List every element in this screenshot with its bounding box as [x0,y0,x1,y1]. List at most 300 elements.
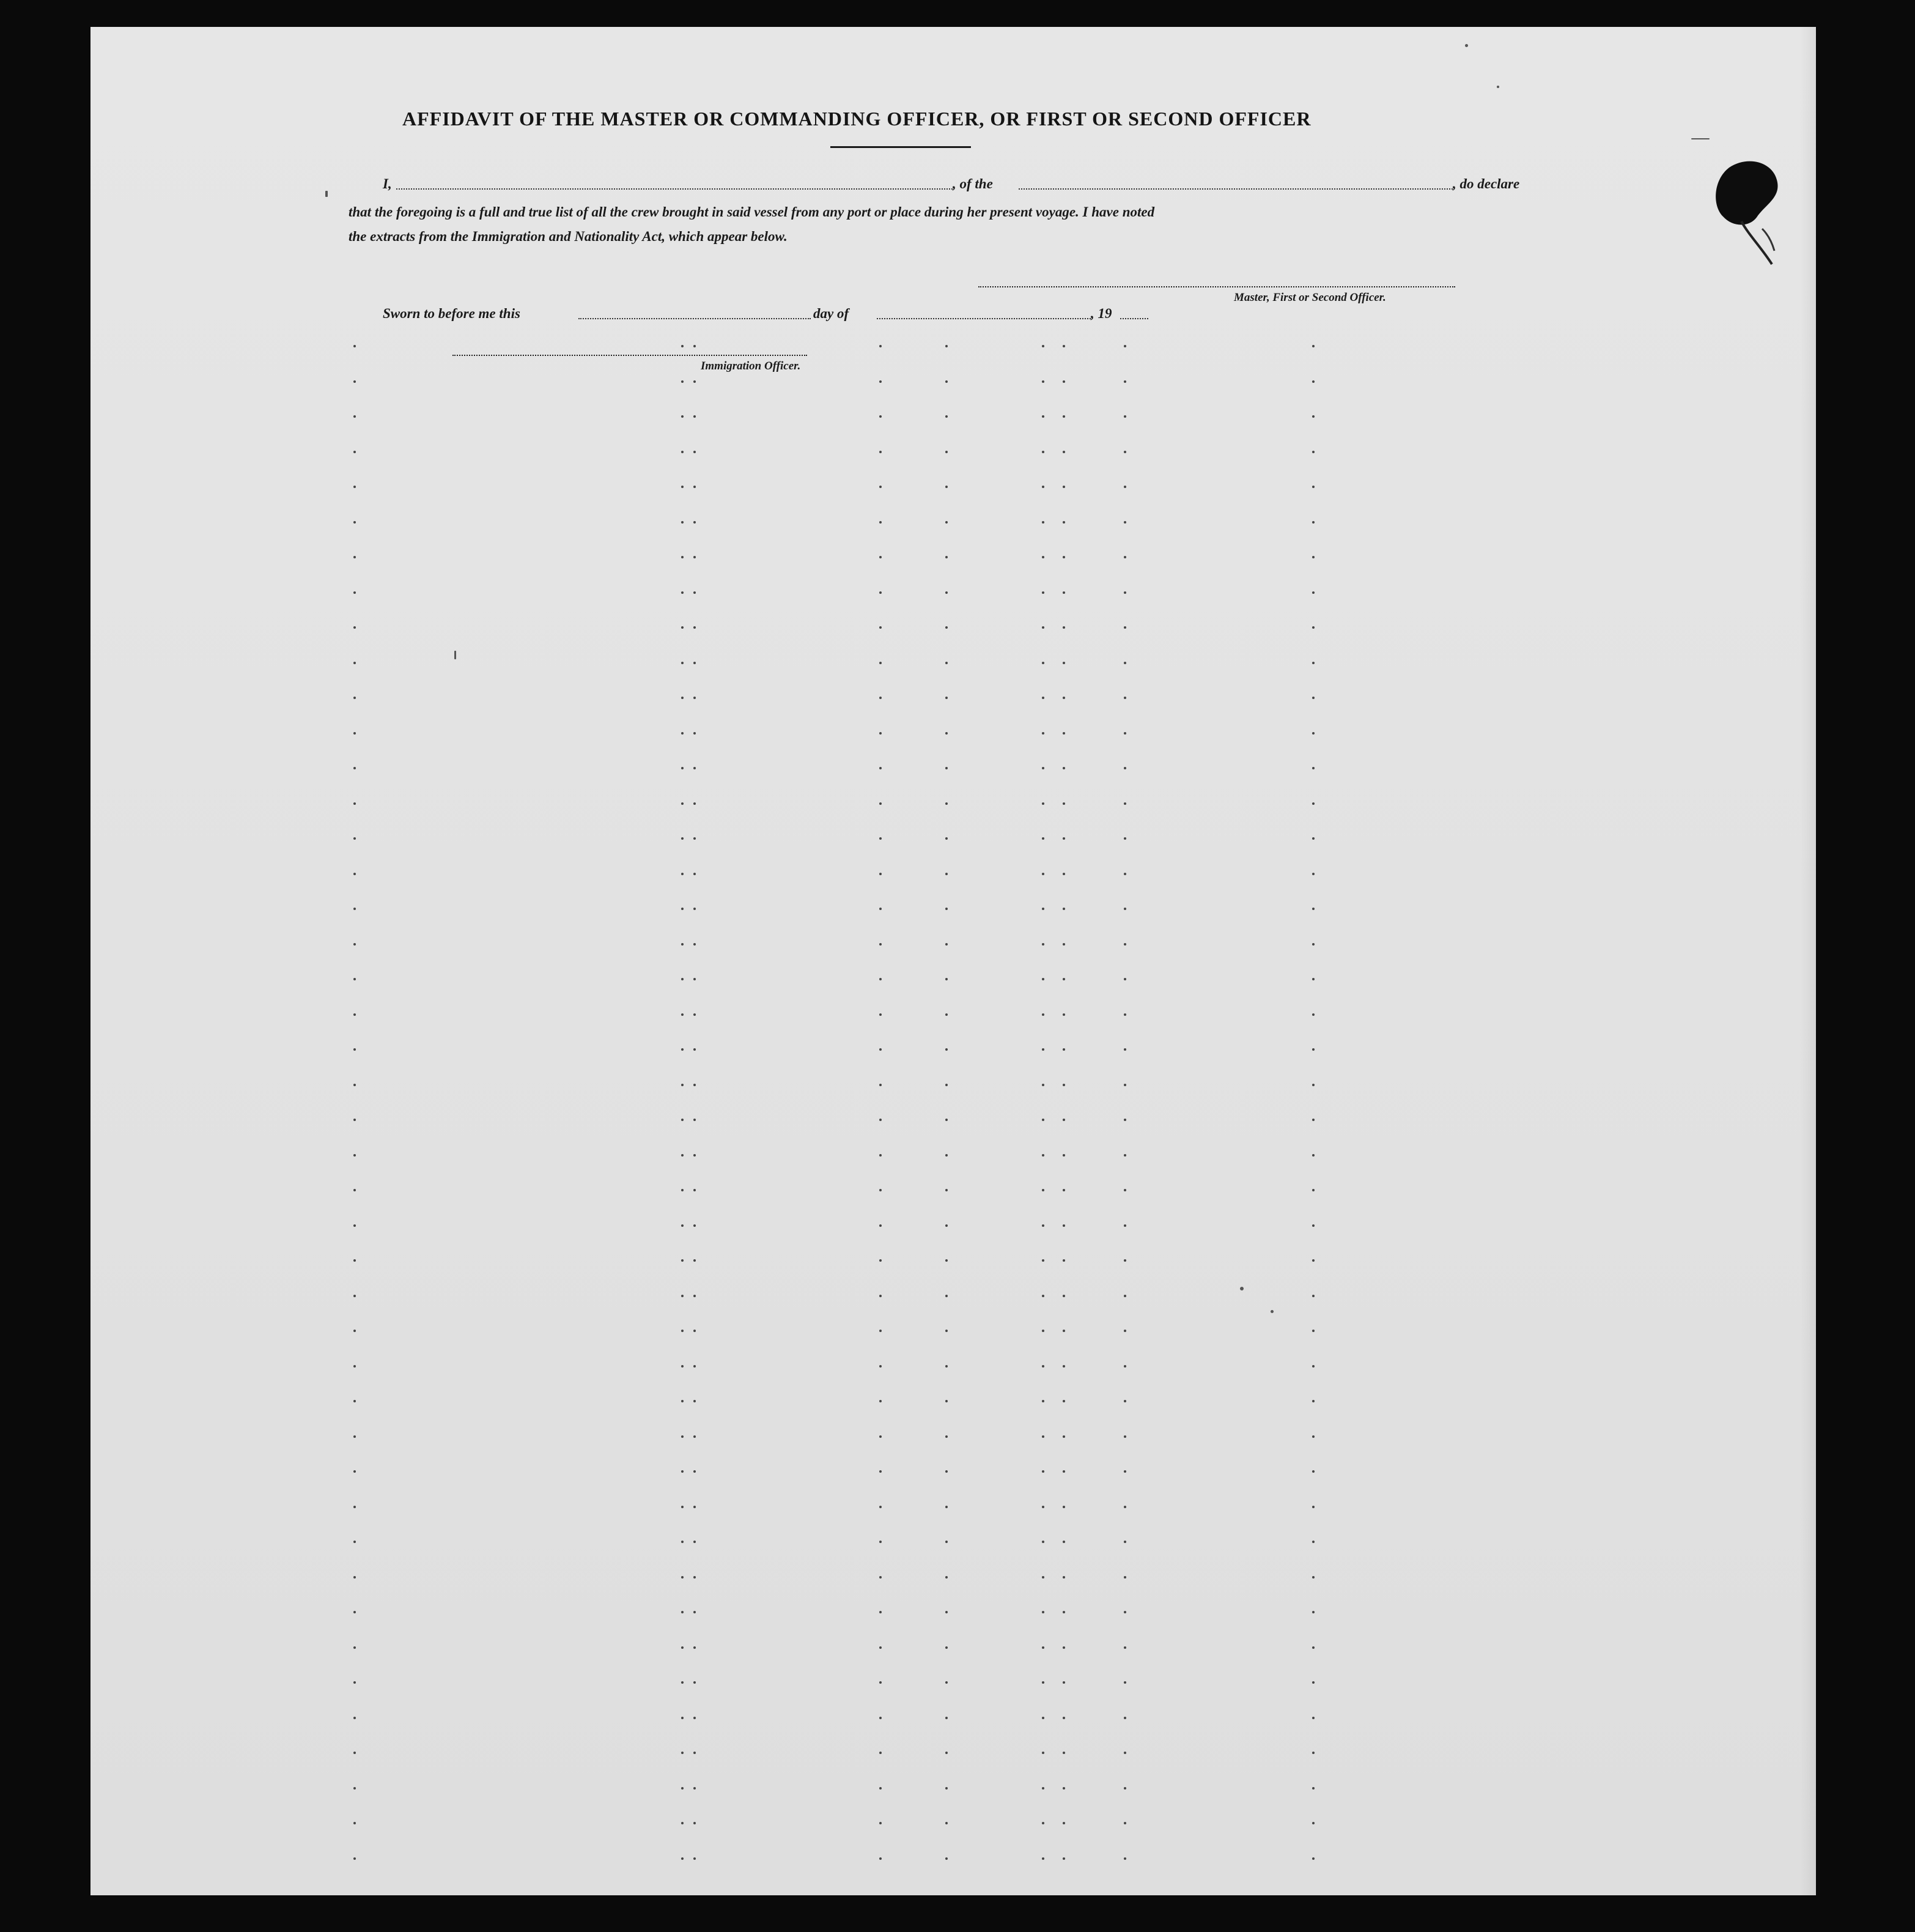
guide-dot [1063,591,1065,594]
guide-dot [1042,1330,1044,1332]
guide-dot [693,802,696,805]
guide-dot [1312,1576,1315,1579]
guide-dot [1063,1541,1065,1543]
guide-dot [1312,943,1315,946]
guide-dot [1124,767,1126,769]
guide-dot [681,626,684,629]
sworn-day-of: day of [813,306,849,321]
guide-dot [879,1013,882,1016]
guide-dot [1124,1400,1126,1402]
guide-dot [353,662,356,664]
guide-dot [945,451,948,453]
guide-dot [879,1295,882,1297]
guide-dot [353,837,356,840]
guide-dot [1063,1857,1065,1860]
guide-dot [353,556,356,558]
guide-dot [1063,1822,1065,1824]
guide-dot [879,415,882,418]
guide-dot [1312,1435,1315,1438]
guide-dot [879,556,882,558]
guide-dot [1042,943,1044,946]
guide-dot [1124,732,1126,735]
guide-dot [1124,345,1126,347]
guide-dot [681,1576,684,1579]
guide-dot [1063,1717,1065,1719]
guide-dot [945,802,948,805]
guide-dot [353,732,356,735]
guide-dot [681,1154,684,1157]
declaration-text-line-2: that the foregoing is a full and true list of all the crew brought in said vessel from any port or place during her present voyage. I have noted [349,204,1155,220]
guide-dot [1042,767,1044,769]
guide-dot [1042,697,1044,699]
guide-dot [1312,1717,1315,1719]
guide-dot [879,1857,882,1860]
guide-dot [945,697,948,699]
guide-dot [1124,1470,1126,1473]
guide-dot [1042,521,1044,524]
guide-dot [1063,697,1065,699]
guide-dot [681,1681,684,1684]
guide-dot [353,521,356,524]
guide-dot [1042,1013,1044,1016]
guide-dot [681,802,684,805]
guide-dot [1312,626,1315,629]
guide-dot [1063,662,1065,664]
guide-dot [353,1435,356,1438]
guide-dot [681,662,684,664]
guide-dot [681,415,684,418]
guide-dot [1042,1470,1044,1473]
guide-dot [681,1717,684,1719]
guide-dot [353,345,356,347]
guide-dot [681,345,684,347]
guide-dot [945,380,948,383]
guide-dot [353,1681,356,1684]
guide-dot [1042,1259,1044,1262]
guide-dot [353,380,356,383]
guide-dot [1042,1119,1044,1121]
guide-dot [945,1787,948,1790]
guide-dot [693,1787,696,1790]
guide-dot [1124,697,1126,699]
guide-dot [693,1154,696,1157]
guide-dot [1124,486,1126,488]
guide-dot [693,873,696,875]
guide-dot [1042,1717,1044,1719]
guide-dot [1124,1330,1126,1332]
guide-dot [1063,1435,1065,1438]
officer-name-field[interactable] [396,188,953,190]
guide-dot [353,1330,356,1332]
guide-dot [693,1084,696,1086]
guide-dot [1063,556,1065,558]
guide-dot [681,486,684,488]
guide-dot [1312,1259,1315,1262]
guide-dot [945,1646,948,1649]
guide-dot [1063,1646,1065,1649]
guide-dot [945,521,948,524]
guide-dot [945,1189,948,1191]
guide-dot [879,802,882,805]
guide-dot [879,1646,882,1649]
guide-dot [879,732,882,735]
immigration-officer-signature-field[interactable] [452,355,807,356]
guide-dot [353,1822,356,1824]
guide-dot [1042,873,1044,875]
guide-dot [1063,1084,1065,1086]
guide-dot [879,1365,882,1368]
sworn-month-field[interactable] [877,318,1091,319]
guide-dot [693,345,696,347]
guide-dot [693,697,696,699]
guide-dot [945,415,948,418]
guide-dot [353,591,356,594]
declaration-prefix: I, [383,176,392,191]
guide-dot [353,943,356,946]
guide-dot [945,1224,948,1227]
guide-dot [1312,837,1315,840]
guide-dot [681,1224,684,1227]
guide-dot [681,1189,684,1191]
guide-dot [1312,1787,1315,1790]
guide-dot [693,521,696,524]
guide-dot [945,626,948,629]
guide-dot [1124,1295,1126,1297]
guide-dot [1063,1787,1065,1790]
sheet-edge-shadow [1800,27,1816,1895]
guide-dot [681,1506,684,1508]
guide-dot [1063,1681,1065,1684]
guide-dot [693,1013,696,1016]
guide-dot [681,873,684,875]
guide-dot [693,1435,696,1438]
guide-dot [693,1857,696,1860]
guide-dot [1042,802,1044,805]
guide-dot [693,1295,696,1297]
guide-dot [693,1365,696,1368]
guide-dot [693,837,696,840]
guide-dot [945,662,948,664]
guide-dot [1063,1224,1065,1227]
guide-dot [353,697,356,699]
guide-dot [681,943,684,946]
guide-dot [879,662,882,664]
guide-dot [945,1013,948,1016]
guide-dot [1063,1048,1065,1051]
guide-dot [693,1119,696,1121]
guide-dot [945,1154,948,1157]
guide-dot [693,1822,696,1824]
guide-dot [353,1295,356,1297]
guide-dot [945,1259,948,1262]
immigration-officer-caption: Immigration Officer. [701,360,801,372]
guide-dot [353,486,356,488]
guide-dot [1312,1295,1315,1297]
guide-dot [1124,1048,1126,1051]
guide-dot [1063,1365,1065,1368]
guide-dot [353,1576,356,1579]
guide-dot [693,1752,696,1754]
guide-dot [693,556,696,558]
scan-speck [1497,86,1499,88]
guide-dot [681,1857,684,1860]
guide-dot [693,1224,696,1227]
guide-dot [1312,1365,1315,1368]
guide-dot [1312,908,1315,910]
scan-speck [1691,138,1710,139]
guide-dot [1124,1119,1126,1121]
guide-dot [1312,802,1315,805]
guide-dot [693,1717,696,1719]
guide-dot [1124,1259,1126,1262]
guide-dot [945,1822,948,1824]
guide-dot [945,837,948,840]
guide-dot [1063,1119,1065,1121]
title-underline [830,146,971,148]
vessel-name-field[interactable] [1019,188,1453,190]
guide-dot [1124,415,1126,418]
guide-dot [681,1646,684,1649]
guide-dot [681,1119,684,1121]
guide-dot [1063,345,1065,347]
guide-dot [879,1330,882,1332]
guide-dot [945,345,948,347]
guide-dot [1063,1576,1065,1579]
guide-dot [353,415,356,418]
guide-dot [879,1752,882,1754]
guide-dot [945,767,948,769]
guide-dot [693,1048,696,1051]
guide-dot [353,908,356,910]
guide-dot [945,1048,948,1051]
guide-dot [681,1330,684,1332]
guide-dot [1063,1611,1065,1613]
guide-dot [693,767,696,769]
guide-dot [693,415,696,418]
guide-dot [945,943,948,946]
guide-dot [353,767,356,769]
master-signature-field[interactable] [978,286,1455,287]
guide-dot [1312,1400,1315,1402]
guide-dot [1124,873,1126,875]
guide-dot [1124,1084,1126,1086]
guide-dot [1042,451,1044,453]
guide-dot [1063,486,1065,488]
sworn-year-field[interactable] [1120,318,1148,319]
guide-dot [681,1470,684,1473]
guide-dot [1124,1611,1126,1613]
guide-dot [1312,415,1315,418]
guide-dot [879,1717,882,1719]
guide-dot [945,1576,948,1579]
ink-blot-mark [1705,155,1790,272]
guide-dot [945,908,948,910]
guide-dot [693,1541,696,1543]
guide-dot [879,451,882,453]
guide-dot [353,1646,356,1649]
guide-dot [945,1752,948,1754]
guide-dot [353,1506,356,1508]
guide-dot [1312,380,1315,383]
guide-dot [879,1787,882,1790]
guide-dot [1042,1435,1044,1438]
guide-dot [1042,1646,1044,1649]
guide-dot [1312,1224,1315,1227]
guide-dot [353,1084,356,1086]
guide-dot [693,486,696,488]
guide-dot [879,697,882,699]
guide-dot [1063,1295,1065,1297]
guide-dot [681,1752,684,1754]
guide-dot [1063,767,1065,769]
guide-dot [1312,662,1315,664]
guide-dot [1124,1576,1126,1579]
guide-dot [945,1717,948,1719]
guide-dot [681,1365,684,1368]
guide-dot [879,1400,882,1402]
guide-dot [1042,345,1044,347]
guide-dot [945,1330,948,1332]
guide-dot [1042,1154,1044,1157]
guide-dot [353,1365,356,1368]
guide-dot [353,1541,356,1543]
guide-dot [1042,626,1044,629]
scan-speck [1271,1310,1274,1313]
guide-dot [1042,380,1044,383]
guide-dot [1042,662,1044,664]
guide-dot [1312,486,1315,488]
guide-dot [681,978,684,980]
declaration-of-the: , of the [953,176,993,191]
guide-dot [1312,1506,1315,1508]
guide-dot [1312,1470,1315,1473]
scan-speck [1465,44,1468,47]
guide-dot [353,1224,356,1227]
guide-dot [879,1435,882,1438]
guide-dot [1063,908,1065,910]
guide-dot [1042,1400,1044,1402]
guide-dot [681,1435,684,1438]
guide-dot [1312,1189,1315,1191]
guide-dot [1063,1400,1065,1402]
guide-dot [879,380,882,383]
guide-dot [353,1048,356,1051]
sworn-day-field[interactable] [578,318,811,319]
guide-dot [693,380,696,383]
guide-dot [1312,591,1315,594]
guide-dot [945,1084,948,1086]
guide-dot [879,943,882,946]
guide-dot [693,1576,696,1579]
guide-dot [879,1576,882,1579]
guide-dot [1042,1295,1044,1297]
guide-dot [681,908,684,910]
guide-dot [1042,486,1044,488]
guide-dot [945,1295,948,1297]
guide-dot [945,732,948,735]
guide-dot [1124,380,1126,383]
guide-dot [1312,451,1315,453]
guide-dot [1042,1084,1044,1086]
guide-dot [1042,978,1044,980]
guide-dot [693,943,696,946]
guide-dot [693,591,696,594]
guide-dot [681,837,684,840]
guide-dot [1063,1189,1065,1191]
guide-dot [945,1611,948,1613]
guide-dot [681,1084,684,1086]
guide-dot [879,521,882,524]
guide-dot [693,662,696,664]
guide-dot [879,591,882,594]
guide-dot [879,1048,882,1051]
guide-dot [1042,1752,1044,1754]
guide-dot [1124,1365,1126,1368]
guide-dot [1124,1787,1126,1790]
guide-dot [1124,1189,1126,1191]
guide-dot [945,591,948,594]
guide-dot [879,837,882,840]
guide-dot [1312,1611,1315,1613]
guide-dot [681,732,684,735]
guide-dot [681,697,684,699]
guide-dot [1312,1541,1315,1543]
guide-dot [681,1295,684,1297]
guide-dot [945,1119,948,1121]
guide-dot [1063,802,1065,805]
guide-dot [353,1189,356,1191]
guide-dot [879,486,882,488]
guide-dot [879,345,882,347]
guide-dot [693,908,696,910]
guide-dot [693,1506,696,1508]
guide-dot [1042,837,1044,840]
guide-dot [1312,1822,1315,1824]
scan-speck [454,651,456,659]
guide-dot [1063,521,1065,524]
guide-dot [945,873,948,875]
guide-dot [693,1470,696,1473]
guide-dot [879,873,882,875]
guide-dot [1063,1259,1065,1262]
guide-dot [1124,1717,1126,1719]
guide-dot [1042,1048,1044,1051]
guide-dot [1042,1224,1044,1227]
guide-dot [681,767,684,769]
guide-dot [681,1541,684,1543]
guide-dot [879,1154,882,1157]
guide-dot [693,1330,696,1332]
guide-dot [1312,1013,1315,1016]
declaration-suffix: , do declare [1453,176,1520,191]
guide-dot [1042,591,1044,594]
guide-dot [353,1013,356,1016]
guide-dot [693,978,696,980]
guide-dot [1063,1470,1065,1473]
guide-dot [945,1400,948,1402]
guide-dot [353,873,356,875]
guide-dot [1042,1541,1044,1543]
guide-dot [1063,1506,1065,1508]
guide-dot [353,1259,356,1262]
guide-dot [1312,697,1315,699]
guide-dot [879,1506,882,1508]
guide-dot [945,1470,948,1473]
guide-dot [1063,978,1065,980]
guide-dot [1063,1330,1065,1332]
guide-dot [1124,626,1126,629]
guide-dot [681,451,684,453]
